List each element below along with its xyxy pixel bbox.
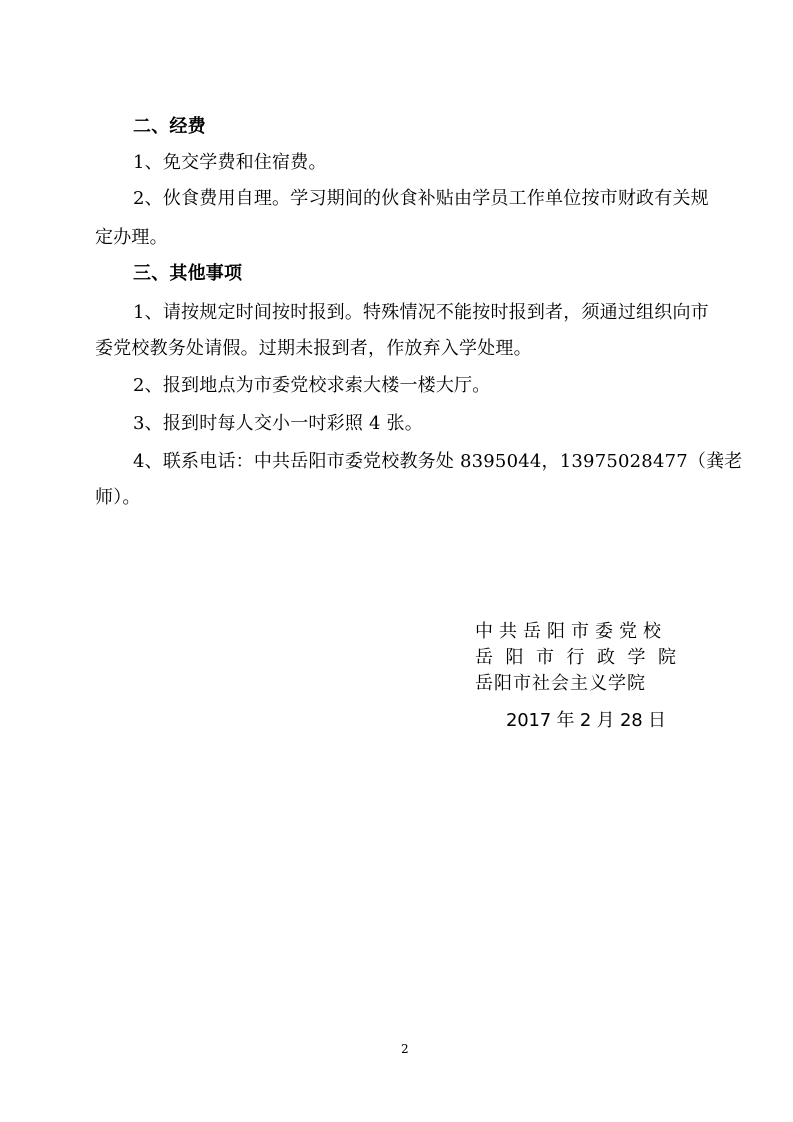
other-item-1-line-1: 1、请按规定时间按时报到。特殊情况不能按时报到者，须通过组织向市: [133, 302, 709, 323]
section-heading-other: 三、其他事项: [133, 263, 243, 284]
page-number: 2: [401, 1042, 409, 1056]
fees-item-1: 1、免交学费和住宿费。: [133, 152, 327, 173]
fees-item-2-line-2: 定办理。: [95, 227, 168, 248]
signature-org-party-school: 中共岳阳市委党校: [475, 621, 667, 642]
other-item-1-line-2: 委党校教务处请假。过期未报到者，作放弃入学处理。: [95, 338, 532, 359]
signature-org-socialism-college: 岳阳市社会主义学院: [475, 673, 646, 694]
signature-date: 2017 年 2 月 28 日: [506, 710, 666, 731]
other-item-4-line-1: 4、联系电话：中共岳阳市委党校教务处 8395044，13975028477（龚老: [133, 451, 743, 472]
signature-org-admin-college: 岳阳市行政学院: [475, 647, 689, 668]
other-item-4-line-2: 师）。: [95, 487, 141, 508]
other-item-3: 3、报到时每人交小一吋彩照 4 张。: [133, 413, 423, 434]
fees-item-2-line-1: 2、伙食费用自理。学习期间的伙食补贴由学员工作单位按市财政有关规: [133, 188, 709, 209]
section-heading-fees: 二、经费: [133, 116, 206, 137]
other-item-2: 2、报到地点为市委党校求索大楼一楼大厅。: [133, 375, 491, 396]
